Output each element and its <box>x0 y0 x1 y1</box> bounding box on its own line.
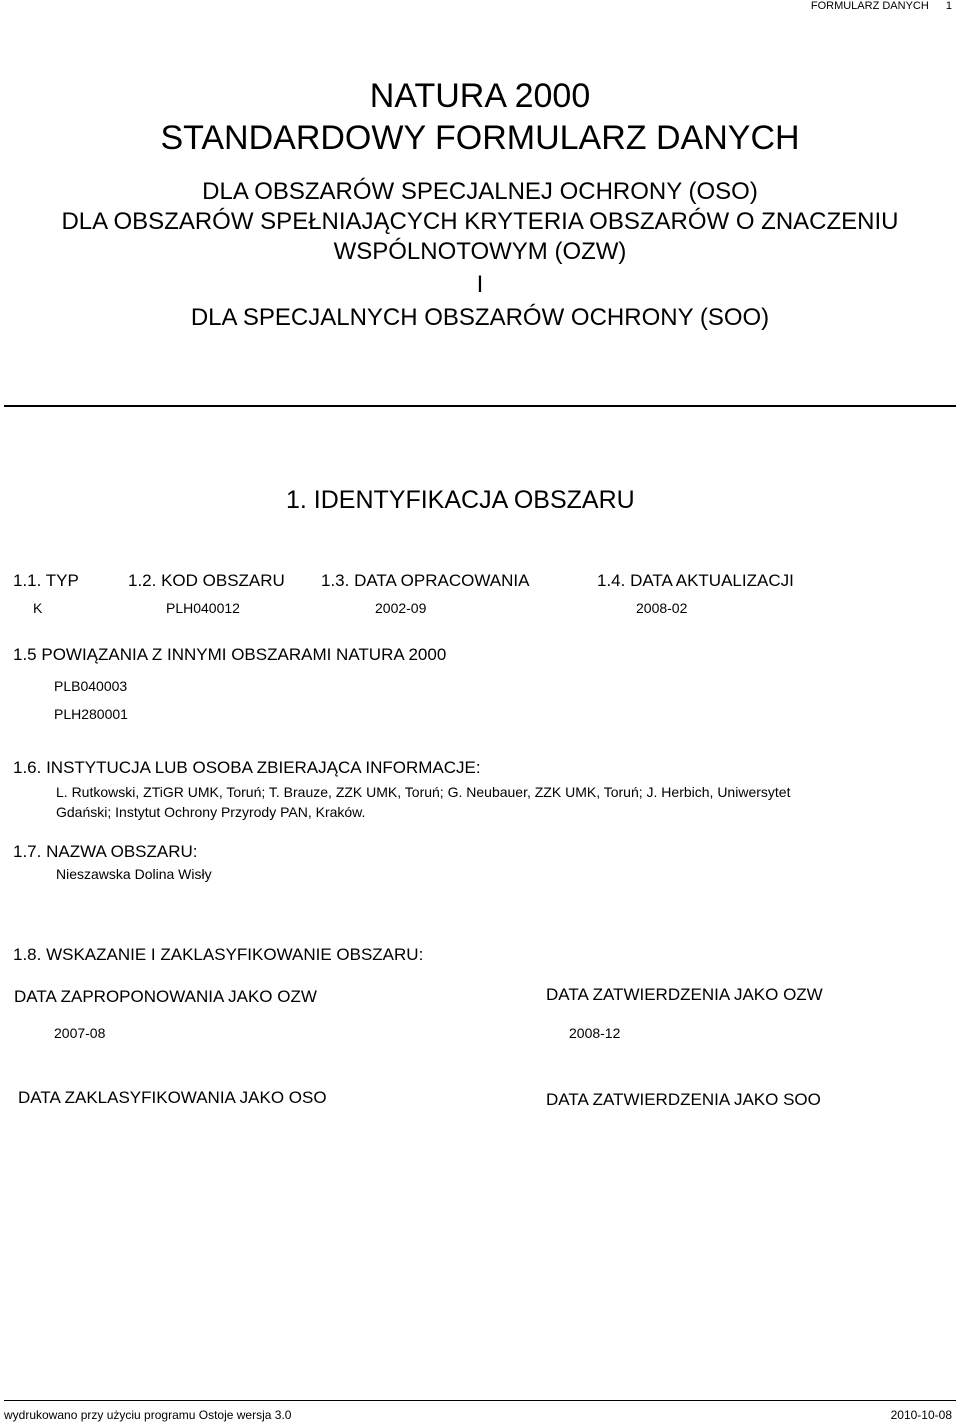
subtitle-line2: DLA OBSZARÓW SPEŁNIAJĄCYCH KRYTERIA OBSZARÓW O ZNACZENIU <box>61 208 899 235</box>
subtitle-line1: DLA OBSZARÓW SPECJALNEJ OCHRONY (OSO) <box>202 178 758 205</box>
data-opracowania-label: 1.3. DATA OPRACOWANIA <box>321 571 530 590</box>
data-aktualizacji-label: 1.4. DATA AKTUALIZACJI <box>597 571 794 590</box>
proposed-ozw-value: 2007-08 <box>54 1025 106 1041</box>
institution-text-line1: L. Rutkowski, ZTiGR UMK, Toruń; T. Brauze, ZZK UMK, Toruń; G. Neubauer, ZZK UMK, Toruń; J. Herbich, Uniwersytet <box>56 784 791 800</box>
typ-value: K <box>33 600 43 616</box>
data-opracowania-value: 2002-09 <box>375 600 427 616</box>
running-header <box>811 0 952 12</box>
subtitle-line4: I <box>476 271 484 298</box>
institution-text-line2: Gdański; Instytut Ochrony Przyrody PAN, Kraków. <box>56 804 366 820</box>
link-item: PLH280001 <box>54 706 128 722</box>
section-title: 1. IDENTYFIKACJA OBSZARU <box>286 486 635 514</box>
links-label: 1.5 POWIĄZANIA Z INNYMI OBSZARAMI NATURA 2000 <box>13 645 447 664</box>
classified-oso-label: DATA ZAKLASYFIKOWANIA JAKO OSO <box>18 1088 327 1107</box>
link-item: PLB040003 <box>54 678 128 694</box>
proposed-ozw-label: DATA ZAPROPONOWANIA JAKO OZW <box>14 987 317 1006</box>
classification-label: 1.8. WSKAZANIE I ZAKLASYFIKOWANIE OBSZARU: <box>13 945 424 964</box>
document-title-line2: STANDARDOWY FORMULARZ DANYCH <box>160 119 800 157</box>
horizontal-divider <box>4 405 956 407</box>
typ-label: 1.1. TYP <box>13 571 79 590</box>
footer-print-date: 2010-10-08 <box>890 1408 952 1422</box>
site-name-label: 1.7. NAZWA OBSZARU: <box>13 842 198 861</box>
kod-label: 1.2. KOD OBSZARU <box>128 571 285 590</box>
footer-program-note: wydrukowano przy użyciu programu Ostoje wersja 3.0 <box>4 1408 292 1422</box>
subtitle-line3: WSPÓLNOTOWYM (OZW) <box>333 238 627 265</box>
document-title-line1: NATURA 2000 <box>369 77 591 115</box>
page-number: 1 <box>945 0 952 12</box>
running-header-title: FORMULARZ DANYCH <box>810 0 929 12</box>
approved-ozw-label: DATA ZATWIERDZENIA JAKO OZW <box>546 985 823 1004</box>
institution-label: 1.6. INSTYTUCJA LUB OSOBA ZBIERAJĄCA INFORMACJE: <box>13 758 481 777</box>
kod-value: PLH040012 <box>166 600 240 616</box>
data-aktualizacji-value: 2008-02 <box>636 600 688 616</box>
subtitle-line5: DLA SPECJALNYCH OBSZARÓW OCHRONY (SOO) <box>190 304 770 331</box>
approved-ozw-value: 2008-12 <box>569 1025 621 1041</box>
site-name-value: Nieszawska Dolina Wisły <box>56 866 212 882</box>
approved-soo-label: DATA ZATWIERDZENIA JAKO SOO <box>546 1090 821 1109</box>
footer-divider <box>4 1400 956 1401</box>
